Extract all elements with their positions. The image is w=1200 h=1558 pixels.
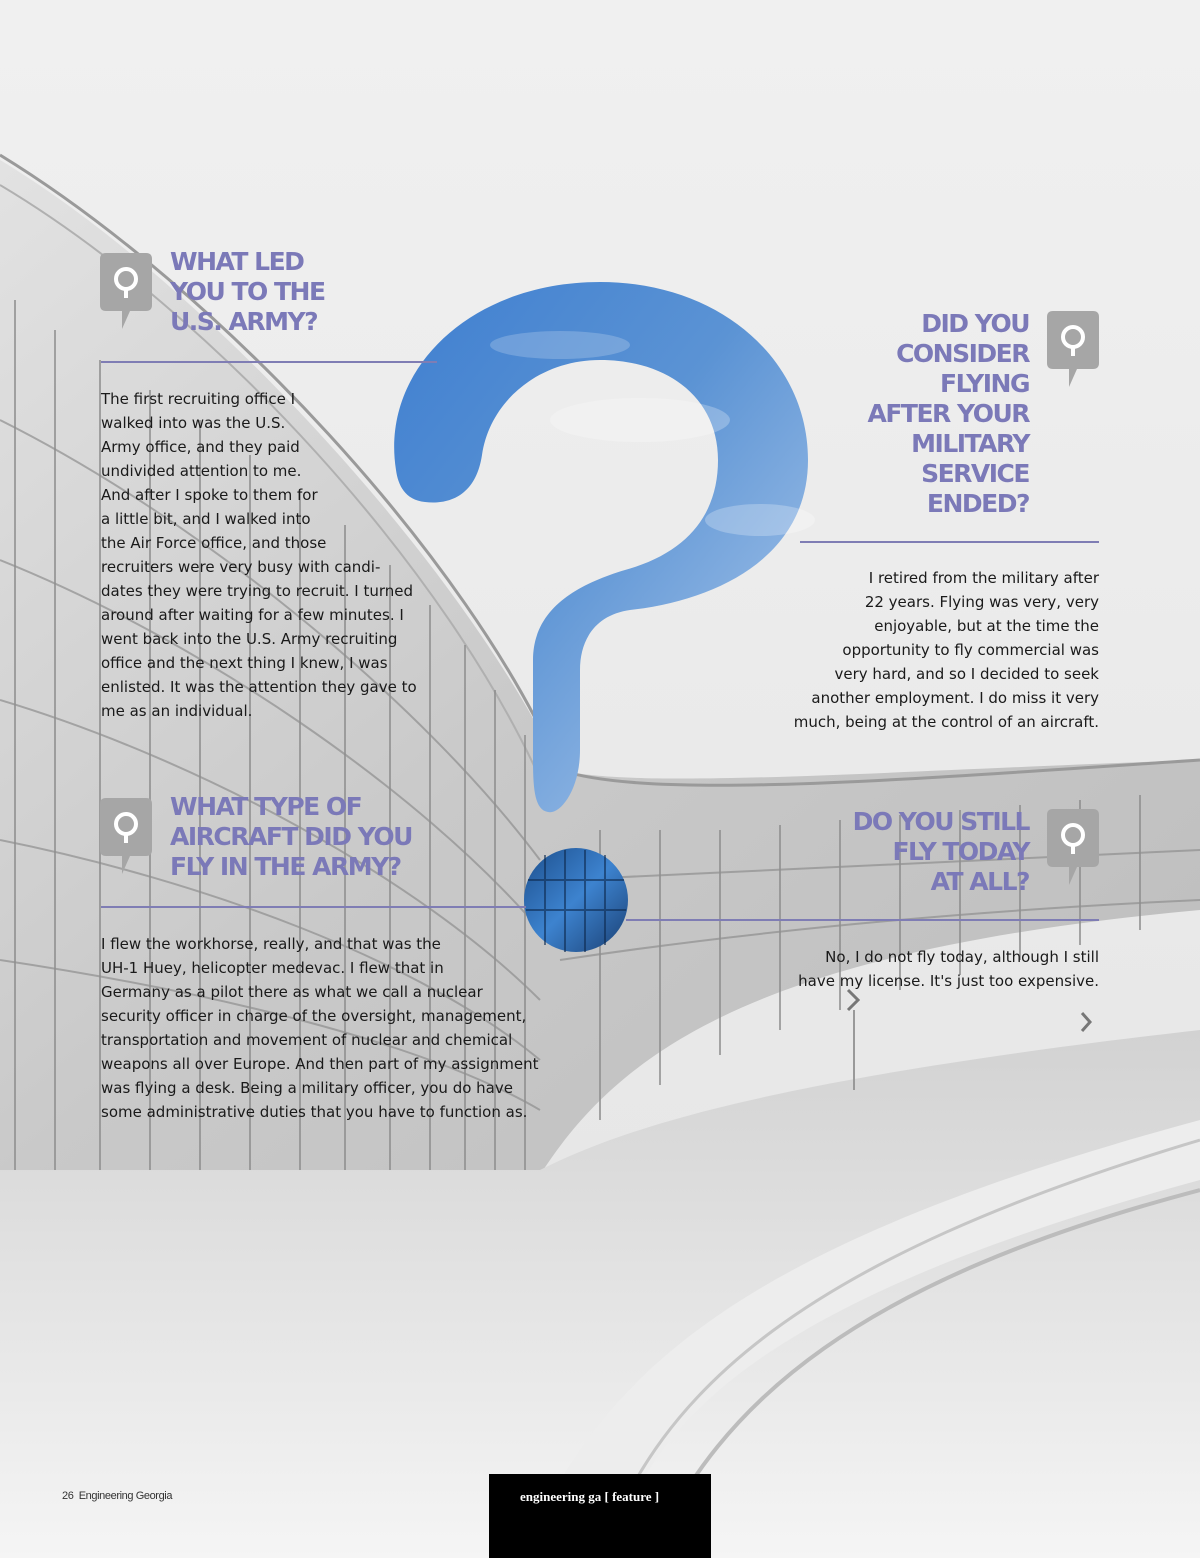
answer-fly-today: No, I do not fly today, although I still have my license. It's just too expensive.	[798, 948, 1099, 990]
divider-rule	[800, 541, 1099, 543]
question-heading-flying-after-service: DID YOU CONSIDER FLYING AFTER YOUR MILITARY SERVICE ENDED?	[867, 309, 1029, 518]
divider-rule	[101, 906, 526, 908]
answer-army: The first recruiting office I walked into was the U.S. Army office, and they paid undivided attention to me. And after I spoke to them for a little bit, and I walked into the Air Force office, and those recruiters were very busy with candi- dates they were trying to recruit. I turned around after waiting for a few minutes. I went back into the U.S. Army recruiting office and the next thing I knew, I was enlisted. It was the attention they gave to me as an individual.	[101, 390, 417, 720]
footer-section-bar	[489, 1474, 711, 1558]
answer-aircraft-type: I flew the workhorse, really, and that was the UH-1 Huey, helicopter medevac. I flew that in Germany as a pilot there as what we call a nuclear security officer in charge of the oversight, management, transportation and movement of nuclear and chemical weapons all over Europe. And then part of my assignment was flying a desk. Being a military officer, you do have some administrative duties that you have to function as.	[101, 935, 539, 1121]
page-folio	[62, 1490, 172, 1502]
page-number: 26	[62, 1490, 74, 1502]
question-heading-aircraft-type: WHAT TYPE OF AIRCRAFT DID YOU FLY IN THE ARMY?	[170, 792, 412, 881]
divider-rule	[626, 919, 1099, 921]
publication-name: Engineering Georgia	[78, 1490, 173, 1502]
answer-flying-after-service: I retired from the military after 22 years. Flying was very, very enjoyable, but at the time the opportunity to fly commercial was very hard, and so I decided to seek another employment. I do miss it very much, being at the control of an aircraft.	[793, 569, 1099, 731]
section-label: engineering ga [ feature ]	[520, 1489, 660, 1504]
q-speech-bubble-icon	[100, 798, 152, 876]
q-speech-bubble-icon	[1047, 311, 1099, 389]
question-heading-fly-today: DO YOU STILL FLY TODAY AT ALL?	[852, 807, 1029, 896]
divider-rule	[101, 361, 437, 363]
question-heading-army: WHAT LED YOU TO THE U.S. ARMY?	[170, 247, 325, 336]
q-speech-bubble-icon	[1047, 809, 1099, 887]
q-speech-bubble-icon	[100, 253, 152, 331]
